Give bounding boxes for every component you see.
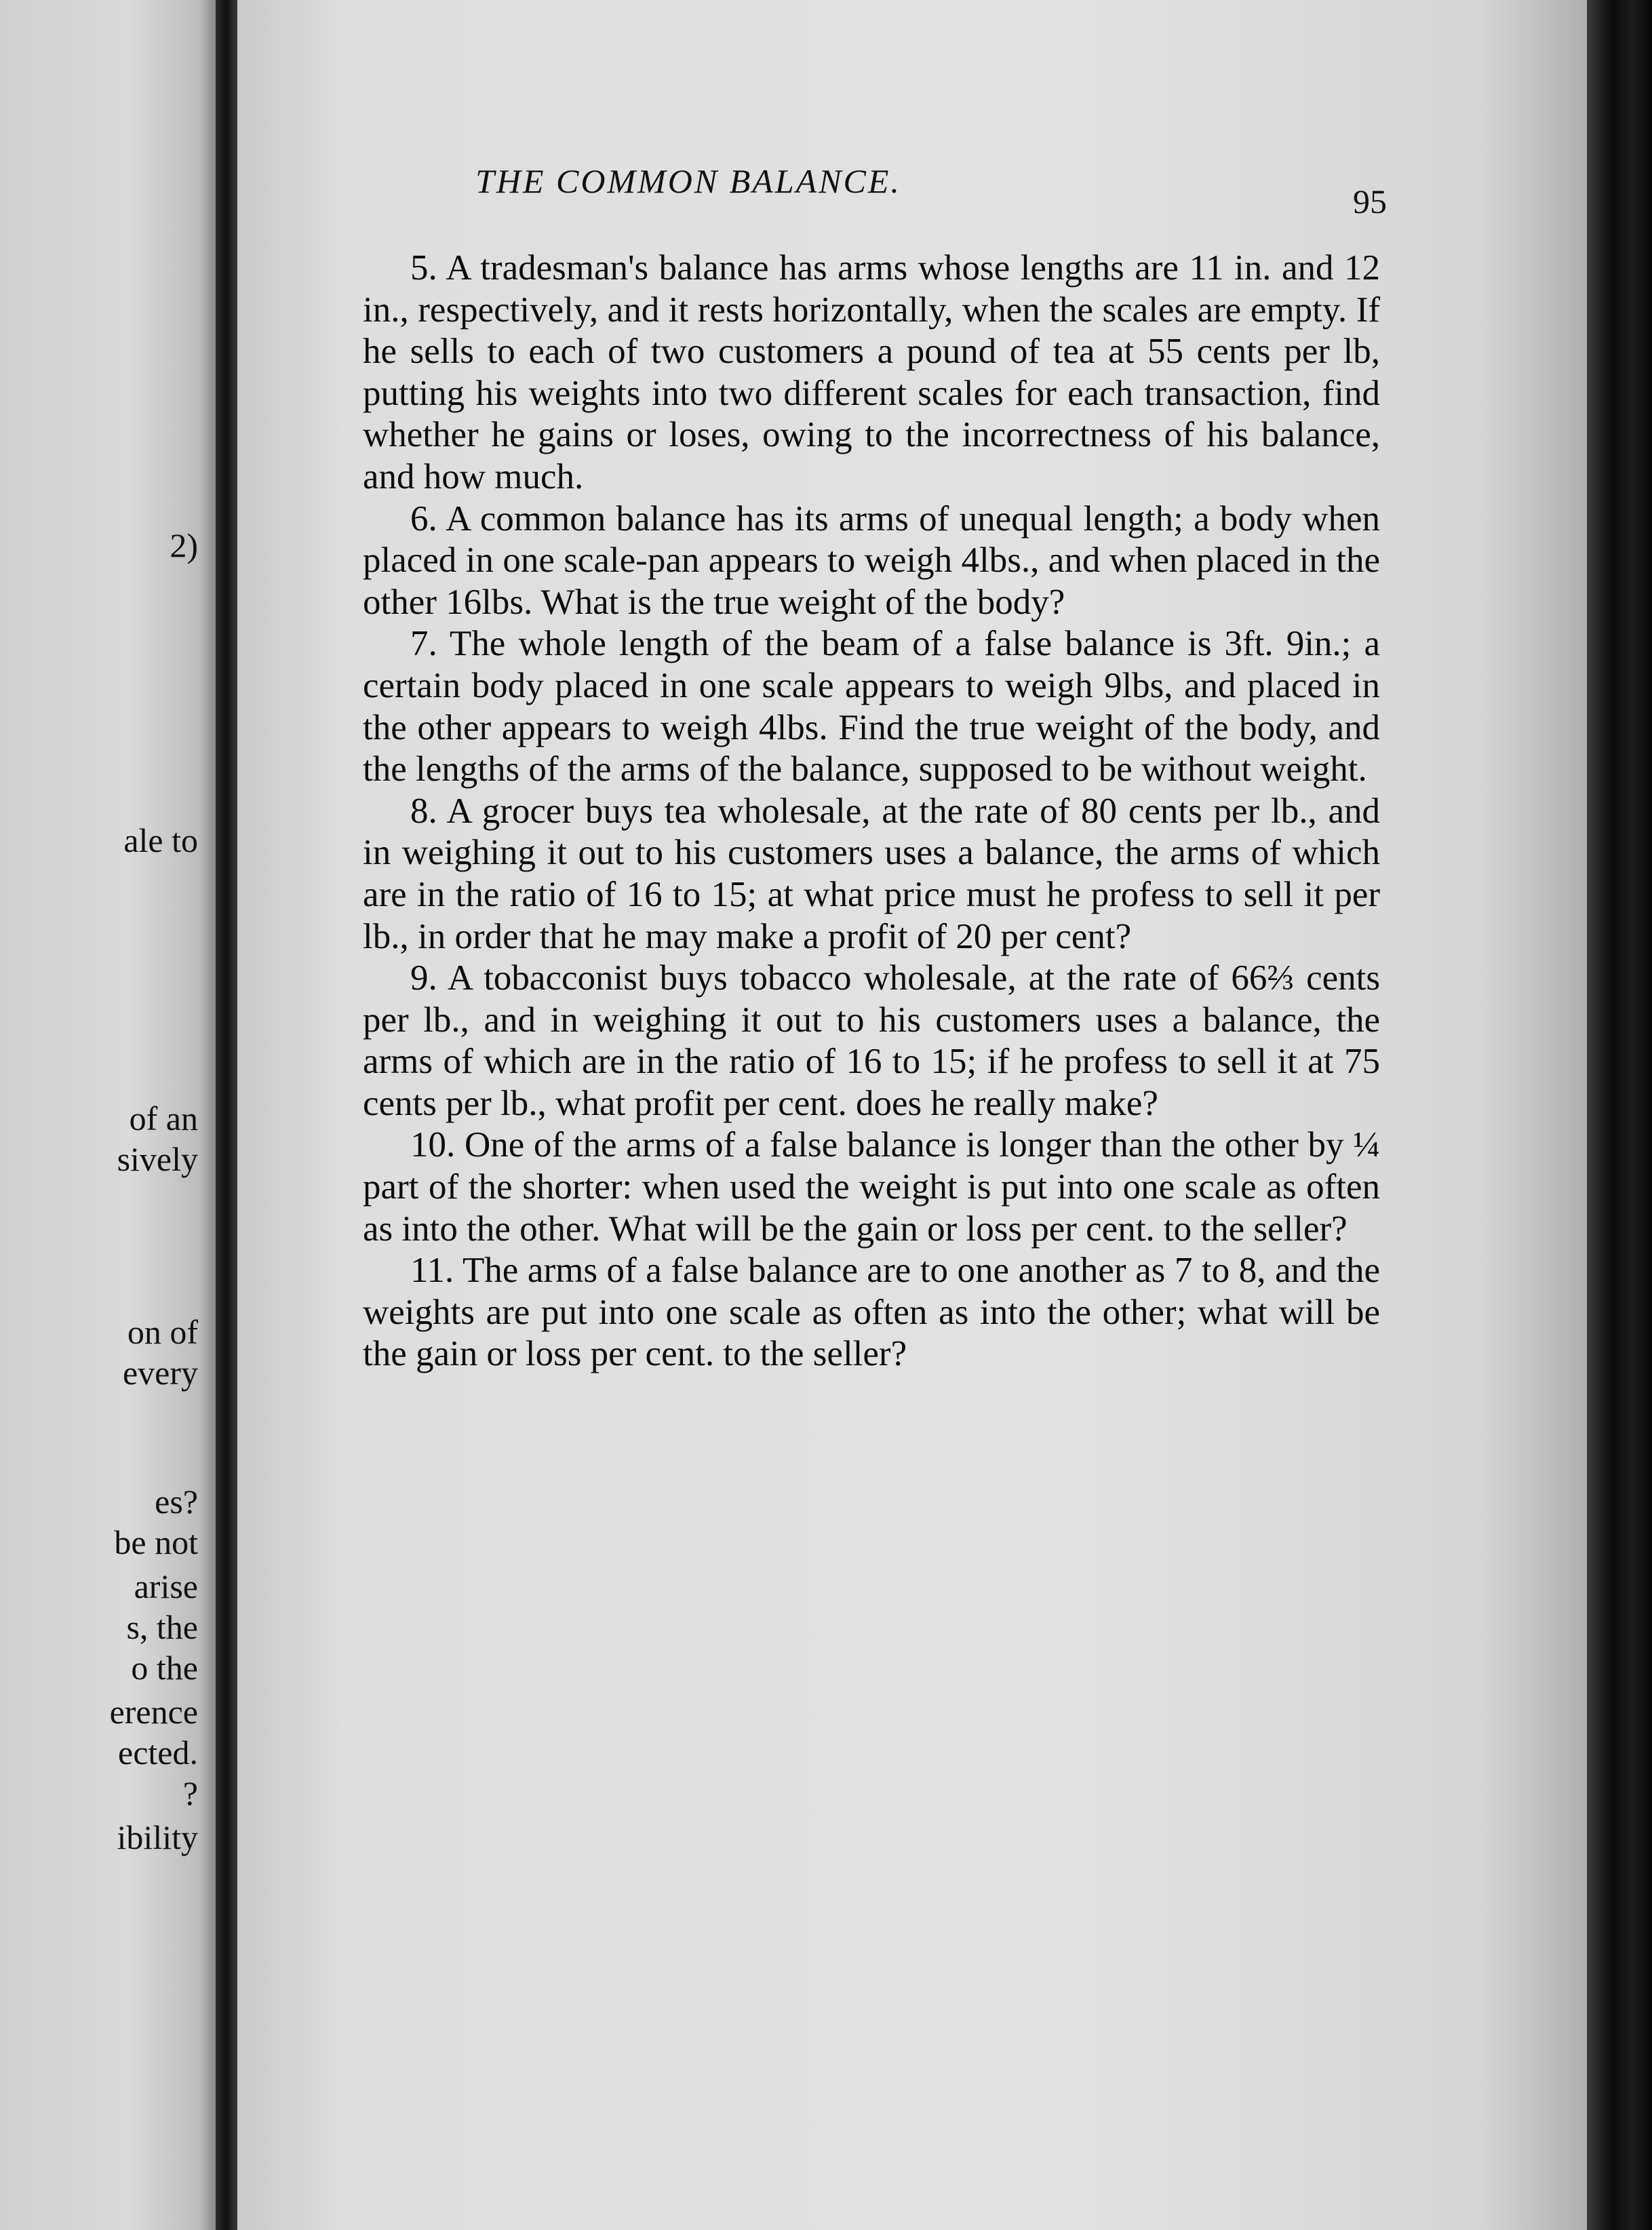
left-fragment: ibility	[117, 1818, 198, 1856]
problem-10	[363, 1124, 1380, 1250]
problem-number: 10.	[410, 1125, 456, 1165]
problem-text: A common balance has its arms of unequal length; a body when placed in one scale-pan appears to weigh 4lbs., and when placed in the other 16lbs. What is the true weight of the body?	[363, 498, 1380, 622]
problem-number: 5.	[410, 248, 437, 288]
problem-9	[363, 958, 1380, 1124]
problem-8	[363, 791, 1380, 958]
left-fragment: of an	[129, 1099, 198, 1137]
running-head: THE COMMON BALANCE.	[475, 162, 901, 200]
left-fragment: arise	[134, 1567, 198, 1605]
problem-number: 7.	[410, 624, 437, 664]
left-fragment: on of	[127, 1313, 198, 1351]
problem-5	[363, 248, 1380, 498]
left-fragment: 2)	[170, 526, 198, 564]
problem-7	[363, 623, 1380, 790]
problem-text: A tobacconist buys tobacco wholesale, at the rate of 66⅔ cents per lb., and in weighing it out to his customers uses a balance, the arms of which are in the ratio of 16 to 15; if he profess to sell it at 75 cents per lb., what profit per cent. does he really make?	[363, 958, 1380, 1123]
left-fragment: o the	[131, 1649, 198, 1687]
problem-text: A tradesman's balance has arms whose lengths are 11 in. and 12 in., respectively, and it rests horizontally, when the scales are empty. If he sells to each of two customers a pound of tea at 55 cents per lb, putting his weights into two different scales for each transaction, find whether he gains or loses, owing to the incorrectness of his balance, and how much.	[363, 248, 1380, 496]
problem-text: The whole length of the beam of a false balance is 3ft. 9in.; a certain body placed in one scale appears to weigh 9lbs, and placed in the other appears to weigh 4lbs. Find the true weight of the body, and the lengths of the arms of the balance, supposed to be without weight.	[363, 624, 1380, 789]
problem-list	[363, 248, 1380, 1375]
problem-6	[363, 498, 1380, 624]
left-fragment: s, the	[126, 1608, 198, 1646]
book-gutter	[216, 0, 237, 2230]
problem-number: 9.	[410, 958, 437, 998]
problem-number: 11.	[410, 1251, 454, 1291]
facing-page	[0, 0, 216, 2230]
left-fragment: ected.	[118, 1734, 198, 1772]
left-fragment: be not	[114, 1523, 198, 1561]
problem-number: 6.	[410, 498, 437, 539]
left-fragment: es?	[155, 1483, 198, 1521]
problem-number: 8.	[410, 791, 437, 831]
problem-text: One of the arms of a false balance is longer than the other by ¼ part of the shorter: when used the weight is put into one scale as often as into the other. What will be the gain or loss per cent. to the seller?	[363, 1125, 1381, 1249]
left-fragment: sively	[117, 1140, 198, 1178]
page-edge	[1587, 0, 1652, 2230]
left-fragment: every	[122, 1354, 198, 1392]
left-fragment: erence	[109, 1693, 198, 1731]
left-fragment: ?	[182, 1774, 198, 1812]
problem-text: The arms of a false balance are to one another as 7 to 8, and the weights are put into one scale as often as into the other; what will be the gain or loss per cent. to the seller?	[363, 1251, 1381, 1374]
page-number: 95	[1353, 182, 1387, 220]
problem-11	[363, 1250, 1380, 1375]
problem-text: A grocer buys tea wholesale, at the rate of 80 cents per lb., and in weighing it out to his customers uses a balance, the arms of which are in the ratio of 16 to 15; at what price must he profess to sell it per lb., in order that he may make a profit of 20 per cent?	[363, 791, 1380, 956]
left-fragment: ale to	[123, 821, 198, 859]
